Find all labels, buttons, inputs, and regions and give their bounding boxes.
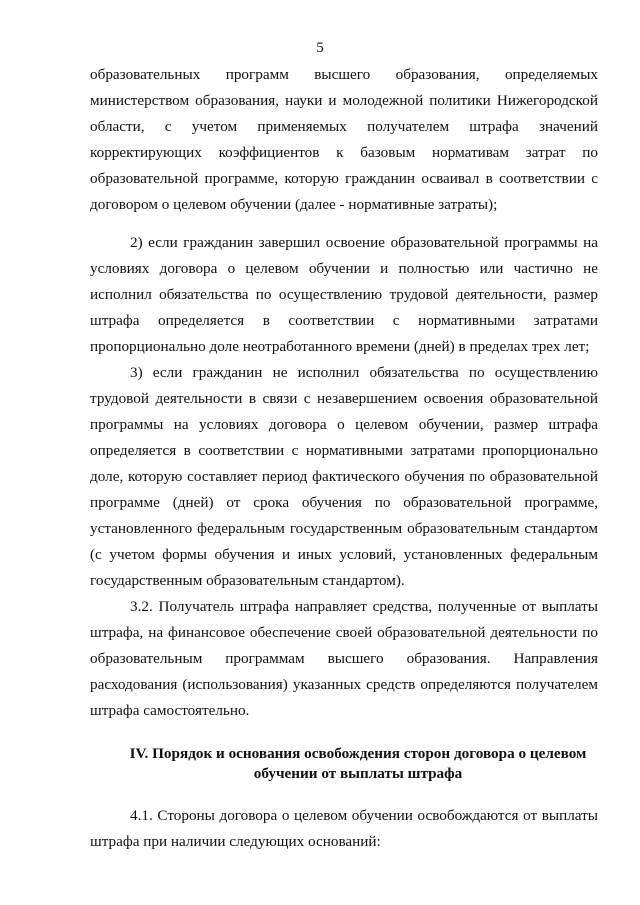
- page-number: 5: [316, 40, 324, 56]
- paragraph-item-2: 2) если гражданин завершил освоение образовательной программы на условиях договора о целевом обучении и полностью или частично не исполнил обязательства по осуществлению трудовой деятельности, размер штрафа определяется в соответствии с нормативными затратами пропорционально доле неотработанного времени (дней) в пределах трех лет;: [90, 234, 598, 355]
- paragraph-block: [90, 62, 598, 218]
- paragraph-block: [90, 360, 598, 594]
- paragraph-item-3: 3) если гражданин не исполнил обязательства по осуществлению трудовой деятельности в связи с незавершением освоения образовательной программы на условиях договора о целевом обучении, размер штрафа определяется в соответствии с нормативными затратами пропорционально доле, которую составляет период фактического обучения по образовательной программе (дней) от срока обучения по образовательной программе, установленного федеральным государственным образовательным стандартом (с учетом формы обучения и иных условий, установленных федеральным государственным образовательным стандартом).: [90, 364, 598, 589]
- paragraph-continuation: образовательных программ высшего образования, определяемых министерством образования, науки и молодежной политики Нижегородской области, с учетом применяемых получателем штрафа значений корректирующих коэффициентов к базовым нормативам затрат по образовательной программе, которую гражданин осваивал в соответствии с договором о целевом обучении (далее - нормативные затраты);: [90, 66, 598, 213]
- paragraph-block: [90, 803, 598, 855]
- paragraph-3-2: 3.2. Получатель штрафа направляет средства, полученные от выплаты штрафа, на финансовое обеспечение своей образовательной деятельности по образовательным программам высшего образования. Направления расходования (использования) указанных средств определяются получателем штрафа самостоятельно.: [90, 598, 598, 719]
- section-heading: IV. Порядок и основания освобождения сторон договора о целевом обучении от выплаты штрафа: [129, 745, 587, 782]
- paragraph-block: [90, 594, 598, 724]
- paragraph-block: [90, 230, 598, 360]
- paragraph-4-1: 4.1. Стороны договора о целевом обучении освобождаются от выплаты штрафа при наличии следующих оснований:: [90, 807, 598, 850]
